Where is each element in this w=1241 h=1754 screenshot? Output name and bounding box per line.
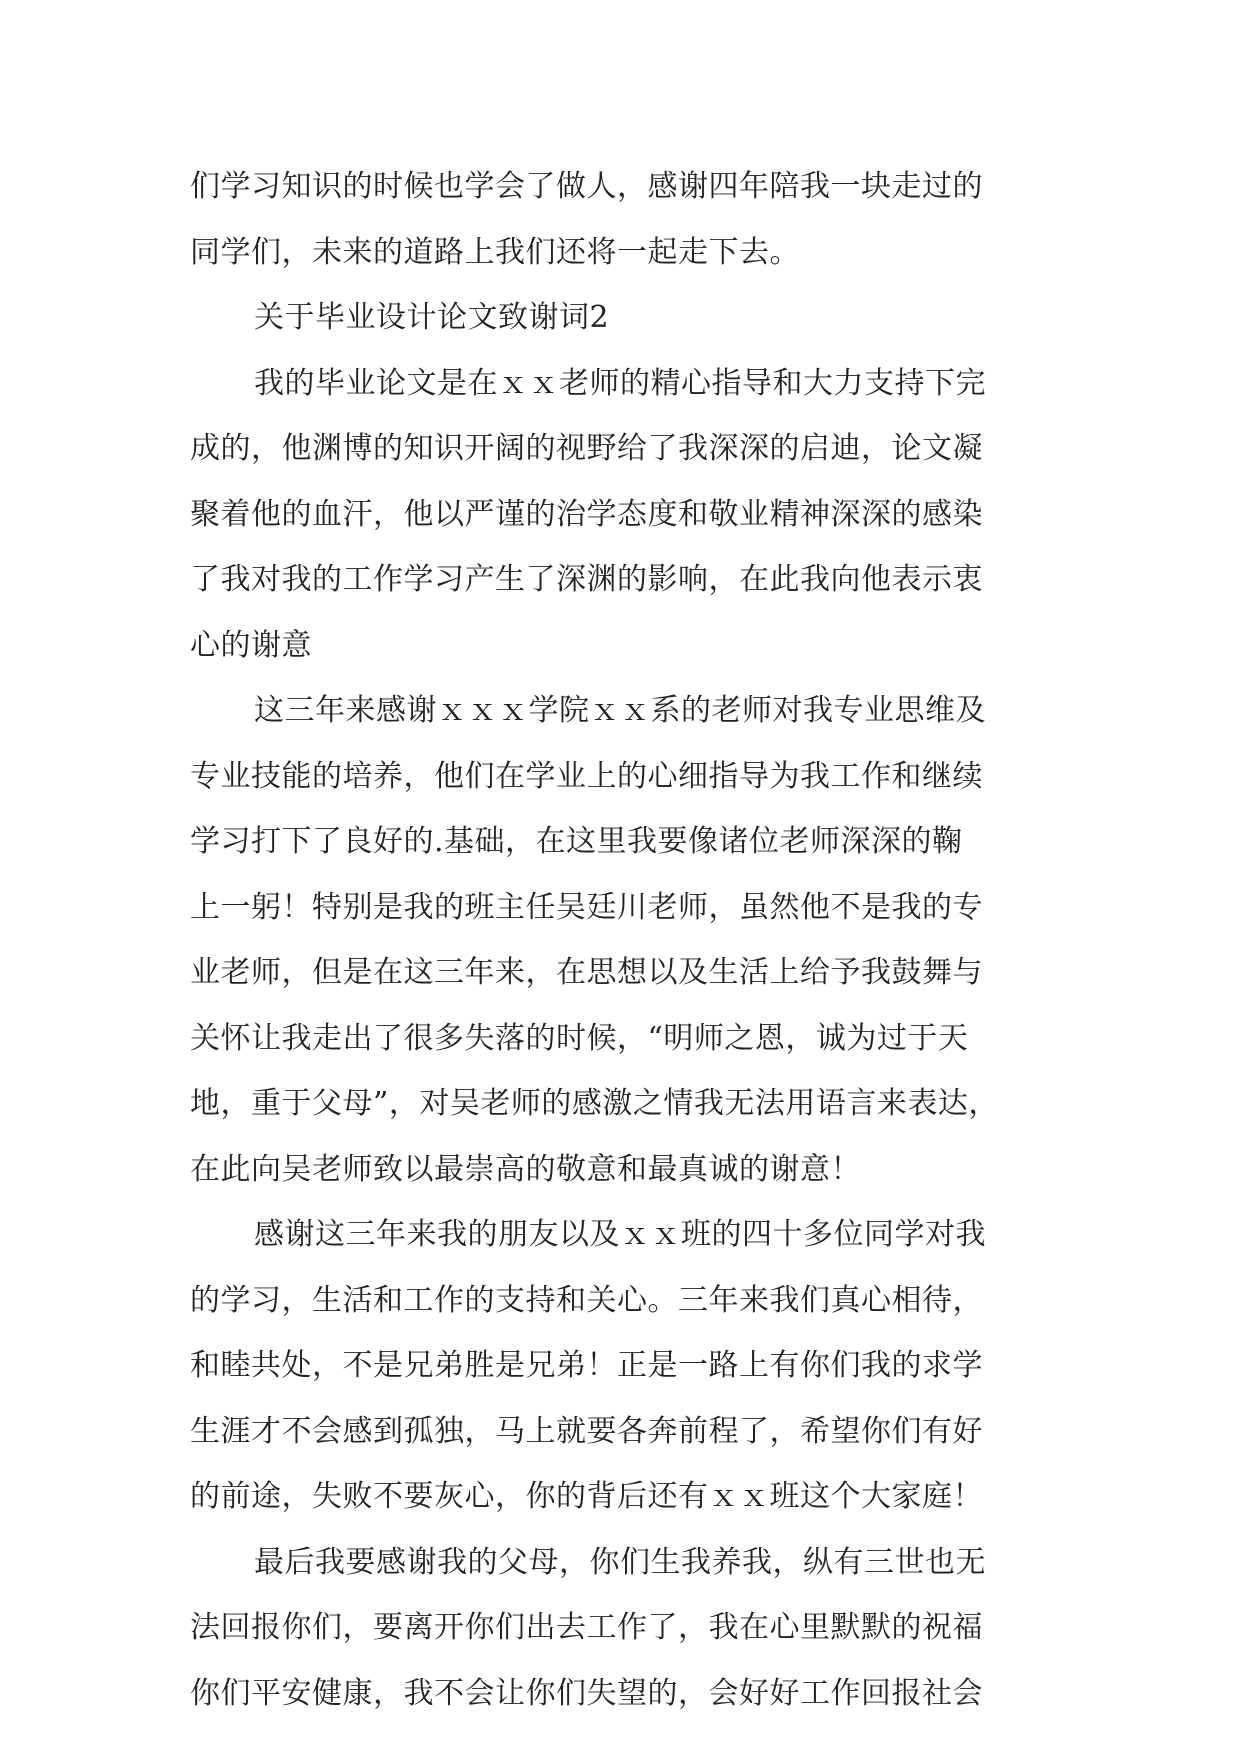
text-line: 我的毕业论文是在ｘｘ老师的精心指导和大力支持下完 xyxy=(254,365,986,401)
text-line: 了我对我的工作学习产生了深渊的影响，在此我向他表示衷 xyxy=(190,562,983,597)
text-line: 同学们，未来的道路上我们还将一起走下去。 xyxy=(190,234,800,270)
text-line: 感谢这三年来我的朋友以及ｘｘ班的四十多位同学对我 xyxy=(254,1217,986,1252)
text-line: 学习打下了良好的.基础，在这里我要像诸位老师深深的鞠 xyxy=(190,824,963,859)
text-line: 业老师，但是在这三年来，在思想以及生活上给予我鼓舞与 xyxy=(190,955,983,990)
text-line: 专业技能的培养，他们在学业上的心细指导为我工作和继续 xyxy=(190,758,983,794)
text-line: 心的谢意 xyxy=(190,627,312,663)
document-body xyxy=(190,154,1060,1726)
text-line: 法回报你们，要离开你们出去工作了，我在心里默默的祝福 xyxy=(190,1610,983,1645)
text-line: 你们平安健康，我不会让你们失望的，会好好工作回报社会 xyxy=(190,1675,983,1711)
text-line: 成的，他渊博的知识开阔的视野给了我深深的启迪，论文凝 xyxy=(190,431,983,466)
text-line: 们学习知识的时候也学会了做人，感谢四年陪我一块走过的 xyxy=(190,169,983,204)
text-line: 的前途，失败不要灰心，你的背后还有ｘｘ班这个大家庭！ xyxy=(190,1479,983,1514)
text-line: 聚着他的血汗，他以严谨的治学态度和敬业精神深深的感染 xyxy=(190,496,983,532)
text-line: 关于毕业设计论文致谢词2 xyxy=(254,300,610,335)
text-line: 最后我要感谢我的父母，你们生我养我，纵有三世也无 xyxy=(254,1544,986,1580)
text-line: 地，重于父母”，对吴老师的感激之情我无法用语言来表达， xyxy=(190,1086,999,1121)
text-line: 关怀让我走出了很多失落的时候，“明师之恩，诚为过于天 xyxy=(190,1020,969,1056)
text-line: 和睦共处，不是兄弟胜是兄弟！正是一路上有你们我的求学 xyxy=(190,1348,983,1383)
text-line: 生涯才不会感到孤独，马上就要各奔前程了，希望你们有好 xyxy=(190,1413,983,1449)
text-line: 的学习，生活和工作的支持和关心。三年来我们真心相待， xyxy=(190,1282,983,1318)
text-line: 在此向吴老师致以最崇高的敬意和最真诚的谢意！ xyxy=(190,1151,861,1187)
text-line: 这三年来感谢ｘｘｘ学院ｘｘ系的老师对我专业思维及 xyxy=(254,693,986,728)
text-line: 上一躬！特别是我的班主任吴廷川老师，虽然他不是我的专 xyxy=(190,889,983,925)
